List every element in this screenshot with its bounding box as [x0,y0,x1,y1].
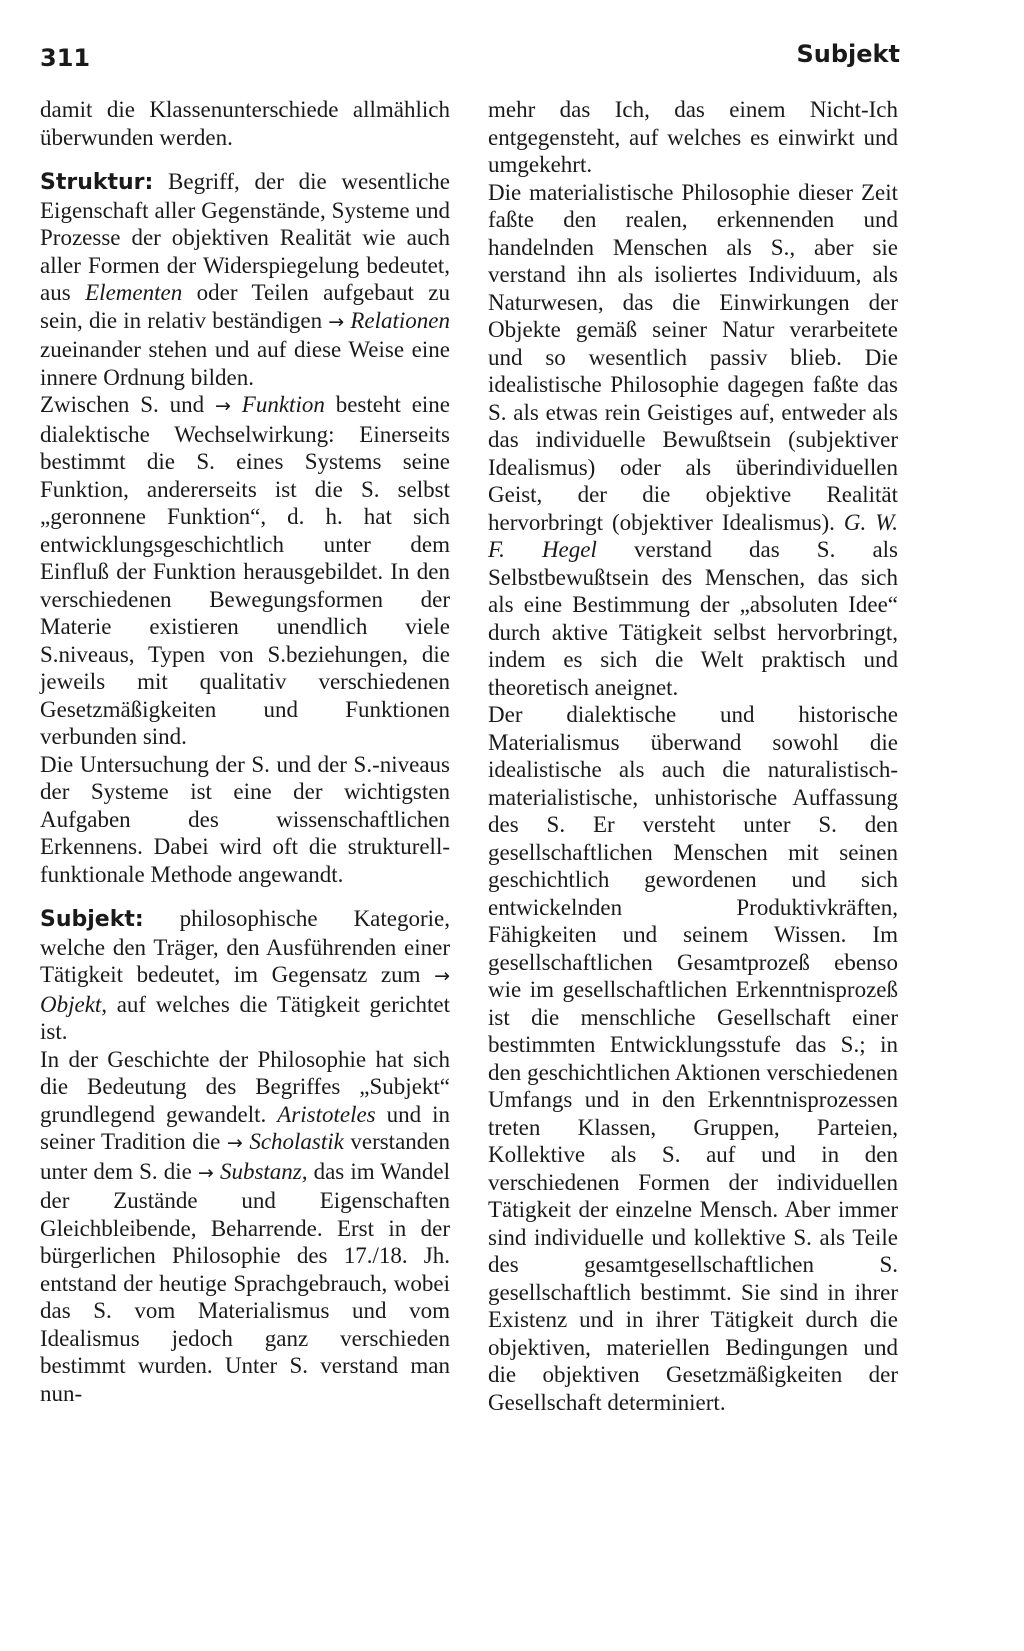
reference-aristoteles: Aristoteles [277,1101,376,1127]
running-head: Subjekt [796,40,900,68]
reference-substanz[interactable]: Substanz, [219,1158,308,1184]
paragraph-struktur-untersuchung: Die Untersuchung der S. und der S.-niveaus der Systeme ist eine der wichtigsten Aufgaben des wissenschaftlichen Erkennens. Dabei wird oft die strukturell-funktionale Methode angewandt. [40,751,450,887]
cross-reference-arrow-icon: → [226,1132,243,1154]
entry-term-subjekt: Subjekt: [40,907,144,932]
entry-text: und in seiner Tradition die [40,1101,451,1154]
entry-text: Die materialistische Philosophie dieser Zeit faßte den realen, erkennenden und handelnden Menschen als S., aber sie verstand ihn als isoliertes Individuum, als Naturwesen, das die Einwirkungen der Objekte gemäß seiner Natur verarbeitete und so wesentlich passiv blieb. Die idealistische Philosophie dagegen faßte das S. als etwas rein Geistiges auf, entweder als das individuelle Bewußtsein (subjektiver Idealismus) oder als überindividuellen Geist, der die objektive Realität hervorbringt (objektiver Idealismus). [488,179,898,535]
entry-text: auf welches die Tätigkeit gerichtet ist. [40,991,450,1044]
entry-text: das im Wandel der Zustände und Eigenschaften Gleichbleibende, Beharrende. Erst in der bürgerlichen Philosophie des 17./18. Jh. entstand der heutige Sprachgebrauch, wobei das S. vom Materialismus und vom Idealismus jedoch ganz verschieden bestimmt wurden. Unter S. verstand man nun- [40,1158,451,1406]
cross-reference-arrow-icon: → [328,310,345,333]
entry-text: verstanden unter dem S. die [40,1129,450,1184]
entry-text: In der Geschichte der Philosophie hat sich die Bedeutung des Begriffes „Subjekt“ grundlegend gewandelt. [40,1046,450,1127]
entry-text: Begriff, der die wesentliche Eigenschaft aller Gegenstände, Systeme und Prozesse der objektiven Realität wie auch aller Formen der Widerspiegelung bedeutet, aus [40,169,450,305]
right-column [488,96,898,1416]
reference-objekt[interactable]: Objekt, [40,991,108,1017]
reference-funktion[interactable]: Funktion [241,392,325,417]
reference-elementen[interactable]: Elementen [85,280,183,305]
entry-text: oder Teilen aufgebaut zu sein, die in relativ beständigen [40,280,450,333]
entry-text: Zwischen S. und [40,392,216,417]
entry-text: philosophische Kategorie, welche den Träger, den Ausführenden einer Tätigkeit bedeutet, im Gegensatz zum [40,906,450,987]
cross-reference-arrow-icon: → [215,395,231,417]
paragraph-struktur-funktion [40,391,450,751]
reference-scholastik[interactable]: Scholastik [249,1129,344,1154]
entry-text: zueinander stehen und auf diese Weise eine innere Ordnung bilden. [40,337,450,390]
entry-term-struktur: Struktur: [40,170,154,195]
paragraph-subjekt-materialismus [488,179,898,702]
entry-text: besteht eine dialektische Wechselwirkung: Einerseits bestimmt die S. eines Systems seine Funktion, andererseits ist die S. selbst „geronnene Funktion“, d. h. hat sich entwicklungsgeschichtlich unter dem Einfluß der Funktion herausgebildet. In den verschiedenen Bewegungsformen der Materie existieren unendlich viele S.niveaus, Typen von S.beziehungen, die jeweils mit qualitativ verschiedenen Gesetzmäßigkeiten und Funktionen verbunden sind. [40,392,450,749]
cross-reference-arrow-icon: → [197,1161,214,1184]
entry-struktur [40,168,450,391]
entry-text: verstand das S. als Selbstbewußtsein des Menschen, das sich als eine Bestimmung der „absoluten Idee“ durch aktive Tätigkeit selbst hervorbringt, indem es sich die Welt praktisch und theoretisch aneignet. [488,537,898,700]
paragraph-subjekt-dialektik: Der dialektische und historische Materialismus überwand sowohl die idealistische als auch die naturalistisch-materialistische, unhistorische Auffassung des S. Er versteht unter S. den gesellschaftlichen Menschen mit seinen geschichtlich gewordenen und sich entwickelnden Produktivkräften, Fähigkeiten und seinem Wissen. Im gesellschaftlichen Gesamtprozeß ebenso wie im gesellschaftlichen Erkenntnisprozeß ist die menschliche Gesellschaft einer bestimmten Entwicklungsstufe das S.; in den geschichtlichen Aktionen verschiedenen Umfangs und in den Erkenntnisprozessen treten Klassen, Gruppen, Parteien, Kollektive als S. auf und in den verschiedenen Formen der individuellen Tätigkeit der einzelne Mensch. Aber immer sind individuelle und kollektive S. als Teile des gesamtgesellschaftlichen S. gesellschaftlich bestimmt. Sie sind in ihrer Existenz und in ihrer Tätigkeit durch die objektiven, materiellen Bedingungen und die objektiven Gesetzmäßigkeiten der Gesellschaft determiniert. [488,702,898,1415]
page-number: 311 [40,44,91,72]
paragraph-continuation: damit die Klassenunterschiede allmählich überwunden werden. [40,97,450,150]
left-column [40,96,450,1407]
entry-subjekt [40,905,450,1046]
paragraph-subjekt-ich: mehr das Ich, das einem Nicht-Ich entgegensteht, auf welches es einwirkt und umgekehrt. [488,97,898,177]
reference-hegel: G. W. F. Hegel [488,509,898,562]
cross-reference-arrow-icon: → [434,965,450,987]
paragraph-subjekt-geschichte [40,1046,450,1408]
reference-relationen[interactable]: Relationen [350,307,450,333]
